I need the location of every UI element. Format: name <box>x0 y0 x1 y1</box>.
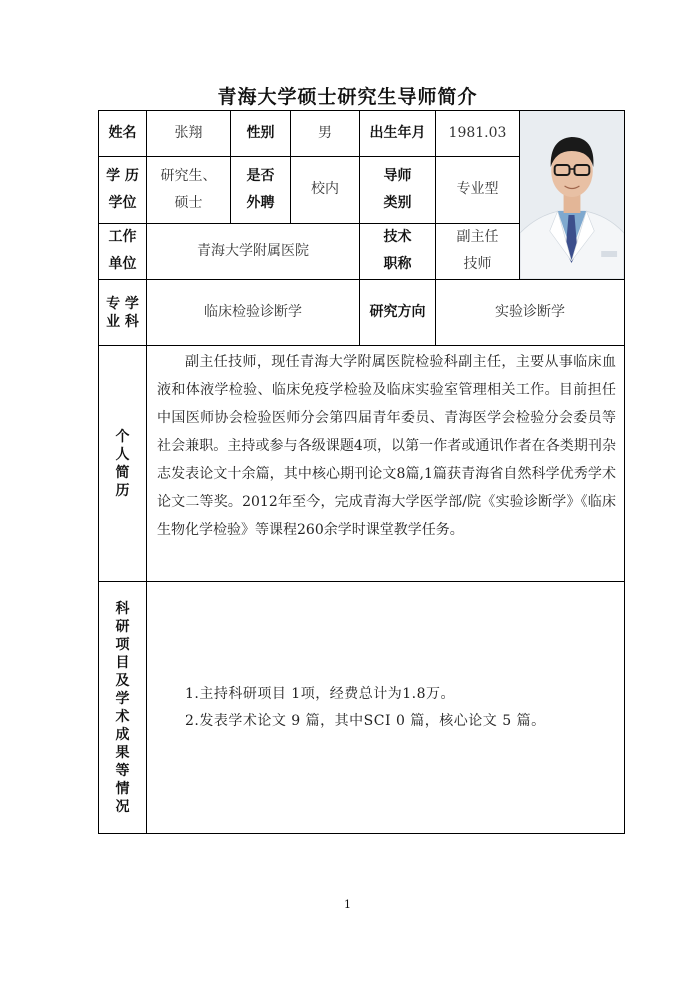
vertical-char: 情 <box>115 780 130 797</box>
research-vertical-text <box>99 600 146 816</box>
vertical-char: 及 <box>115 672 130 689</box>
vertical-char: 科 <box>115 600 130 617</box>
gender-label: 性别 <box>231 111 291 157</box>
birth-value: 1981.03 <box>436 111 520 157</box>
gender-value: 男 <box>291 111 360 157</box>
vertical-char: 个 <box>115 428 130 445</box>
research-direction-label: 研究方向 <box>360 280 436 346</box>
vertical-char: 成 <box>115 726 130 743</box>
bio-vertical-text <box>99 428 146 500</box>
page-number: 1 <box>344 898 351 911</box>
bio-label <box>99 346 147 582</box>
tutor-type-value: 专业型 <box>436 157 520 223</box>
profile-table <box>98 110 625 834</box>
research-items <box>147 582 625 834</box>
vertical-char: 等 <box>115 762 130 779</box>
vertical-char: 果 <box>115 744 130 761</box>
vertical-char: 研 <box>115 618 130 635</box>
bio-text: 副主任技师，现任青海大学附属医院检验科副主任，主要从事临床血液和体液学检验、临床免疫学检验及临床实验室管理相关工作。目前担任中国医师协会检验医师分会第四届青年委员、青海医学会检验分会委员等社会兼职。主持或参与各级课题4项，以第一作者或通讯作者在各类期刊杂志发表论文十余篇，其中核心期刊论文8篇,1篇获青海省自然科学优秀学术论文二等奖。2012年至今，完成青海大学医学部/院《实验诊断学》《临床生物化学检验》等课程260余学时课堂教学任务。 <box>147 346 625 582</box>
tutor-type-label: 导师 类别 <box>360 157 436 223</box>
research-label <box>99 582 147 834</box>
research-item: 2.发表学术论文 9 篇，其中SCI 0 篇，核心论文 5 篇。 <box>185 712 546 729</box>
birth-label: 出生年月 <box>360 111 436 157</box>
vertical-char: 项 <box>115 636 130 653</box>
vertical-char: 历 <box>115 482 130 499</box>
major-label: 专 学 业 科 <box>99 280 147 346</box>
vertical-char: 术 <box>115 708 130 725</box>
name-label: 姓名 <box>99 111 147 157</box>
work-unit-label: 工作 单位 <box>99 223 147 279</box>
vertical-char: 人 <box>115 446 130 463</box>
tech-title-value: 副主任 技师 <box>436 223 520 279</box>
vertical-char: 目 <box>115 654 130 671</box>
education-value: 研究生、 硕士 <box>147 157 231 223</box>
education-label: 学 历 学位 <box>99 157 147 223</box>
document-title: 青海大学硕士研究生导师简介 <box>217 86 478 108</box>
work-unit-value: 青海大学附属医院 <box>147 223 360 279</box>
external-value: 校内 <box>291 157 360 223</box>
tech-title-label: 技术 职称 <box>360 223 436 279</box>
major-value: 临床检验诊断学 <box>147 280 360 346</box>
portrait-photo <box>520 111 624 279</box>
name-badge <box>601 251 617 257</box>
vertical-char: 学 <box>115 690 130 707</box>
external-label: 是否 外聘 <box>231 157 291 223</box>
research-direction-value: 实验诊断学 <box>436 280 625 346</box>
research-item: 1.主持科研项目 1项，经费总计为1.8万。 <box>185 685 455 702</box>
photo-cell <box>520 111 625 280</box>
vertical-char: 简 <box>115 464 130 481</box>
vertical-char: 况 <box>115 798 130 815</box>
name-value: 张翔 <box>147 111 231 157</box>
